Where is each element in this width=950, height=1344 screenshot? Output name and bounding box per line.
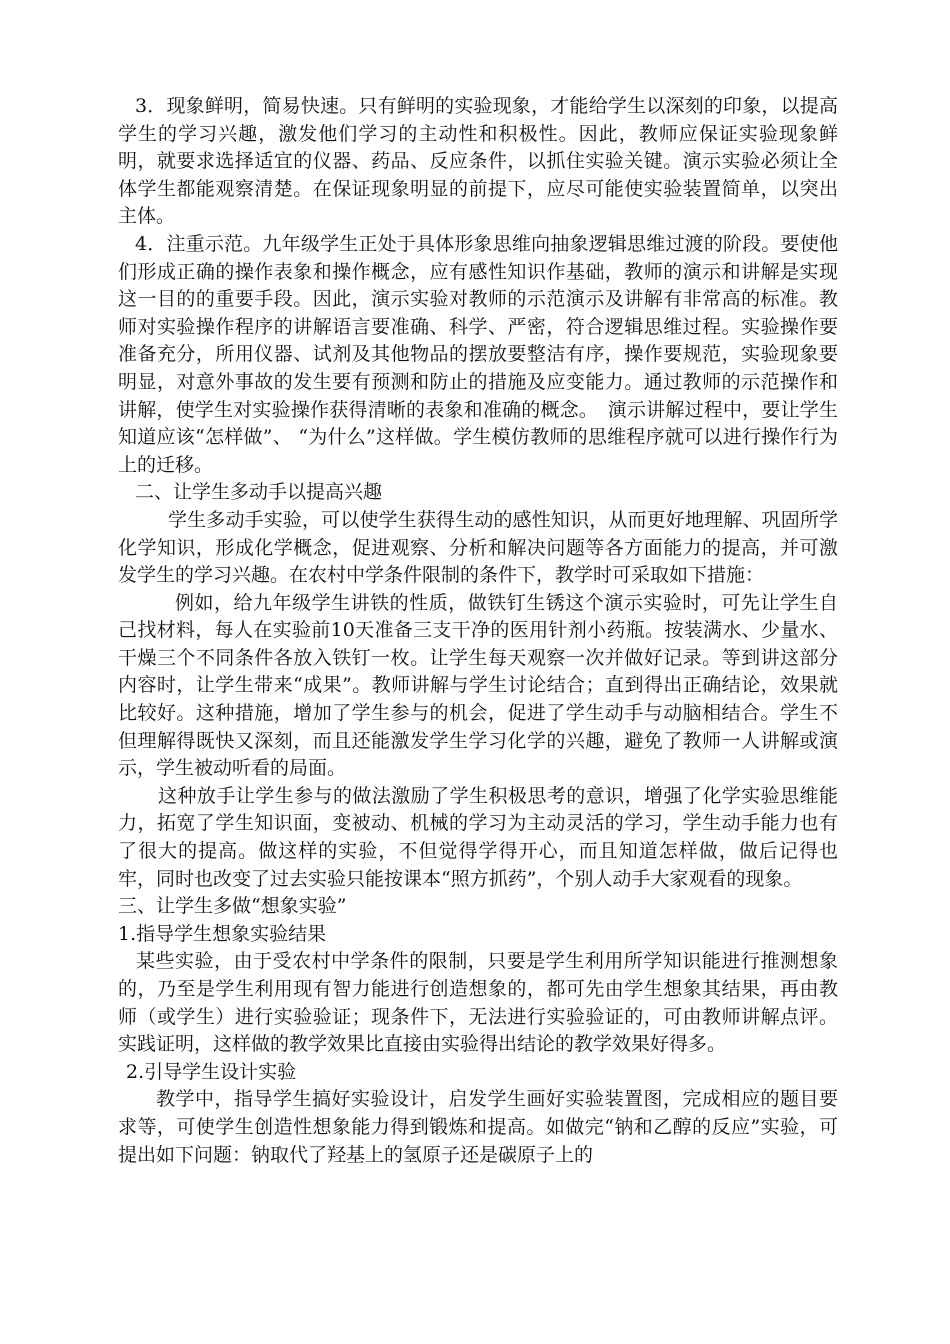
paragraph-design-experiments: 教学中，指导学生搞好实验设计，启发学生画好实验装置图，完成相应的题目要求等，可使学生创造性想象能力得到锻炼和提高。如做完“钠和乙醇的反应”实验，可提出如下问题：钠取代了羟基上的氢原子还是碳原子上的 [118, 1088, 838, 1166]
paragraph-phenomenon-clear: 3．现象鲜明，简易快速。只有鲜明的实验现象，才能给学生以深刻的印象，以提高学生的学习兴趣，激发他们学习的主动性和积极性。因此，教师应保证实验现象鲜明，就要求选择适宜的仪器、药品、反应条件，以抓住实验关键。演示实验必须让全体学生都能观察清楚。在保证现象明显的前提下，应尽可能使实验装置简单，以突出主体。 [118, 95, 838, 228]
section-heading-imagination-experiments: 三、让学生多做“想象实验” [118, 895, 347, 918]
paragraph-iron-rust-example: 例如，给九年级学生讲铁的性质，做铁钉生锈这个演示实验时，可先让学生自己找材料，每人在实验前10天准备三支干净的医用针剂小药瓶。按装满水、少量水、干燥三个不同条件各放入铁钉一枚。让学生每天观察一次并做好记录。等到讲这部分内容时，让学生带来“成果”。教师讲解与学生讨论结合；直到得出正确结论，效果就比较好。这种措施，增加了学生参与的机会，促进了学生动手与动脑相结合。学生不但理解得既快又深刻，而且还能激发学生学习化学的兴趣，避免了教师一人讲解或演示，学生被动听看的局面。 [118, 591, 838, 780]
section-heading-hands-on: 二、让学生多动手以提高兴趣 [135, 481, 383, 504]
document-body [118, 93, 838, 1169]
subheading-design-experiments: 2.引导学生设计实验 [126, 1060, 297, 1083]
paragraph-emphasize-demonstration: 4．注重示范。九年级学生正处于具体形象思维向抽象逻辑思维过渡的阶段。要使他们形成正确的操作表象和操作概念，应有感性知识作基础，教师的演示和讲解是实现这一目的的重要手段。因此，演示实验对教师的示范演示及讲解有非常高的标准。教师对实验操作程序的讲解语言要准确、科学、严密，符合逻辑思维过程。实验操作要准备充分，所用仪器、试剂及其他物品的摆放要整洁有序，操作要规范，实验现象要明显，对意外事故的发生要有预测和防止的措施及应变能力。通过教师的示范操作和讲解，使学生对实验操作获得清晰的表象和准确的概念。 演示讲解过程中，要让学生知道应该“怎样做”、 “为什么”这样做。学生模仿教师的思维程序就可以进行操作行为上的迁移。 [118, 232, 838, 476]
paragraph-participation-benefits: 这种放手让学生参与的做法激励了学生积极思考的意识，增强了化学实验思维能力，拓宽了学生知识面，变被动、机械的学习为主动灵活的学习，学生动手能力也有了很大的提高。做这样的实验，不但觉得学得开心，而且知道怎样做，做后记得也牢，同时也改变了过去实验只能按课本“照方抓药”，个别人动手大家观看的现象。 [118, 784, 838, 890]
paragraph-imagine-results: 某些实验，由于受农村中学条件的限制，只要是学生利用所学知识能进行推测想象的，乃至是学生利用现有智力能进行创造想象的，都可先由学生想象其结果，再由教师（或学生）进行实验验证；现条件下，无法进行实验验证的，可由教师讲解点评。实践证明，这样做的教学效果比直接由实验得出结论的教学效果好得多。 [118, 950, 838, 1056]
paragraph-hands-on-intro: 学生多动手实验，可以使学生获得生动的感性知识，从而更好地理解、巩固所学化学知识，形成化学概念，促进观察、分析和解决问题等各方面能力的提高，并可激发学生的学习兴趣。在农村中学条件限制的条件下，教学时可采取如下措施： [118, 508, 838, 587]
subheading-imagine-results: 1.指导学生想象实验结果 [118, 922, 327, 945]
